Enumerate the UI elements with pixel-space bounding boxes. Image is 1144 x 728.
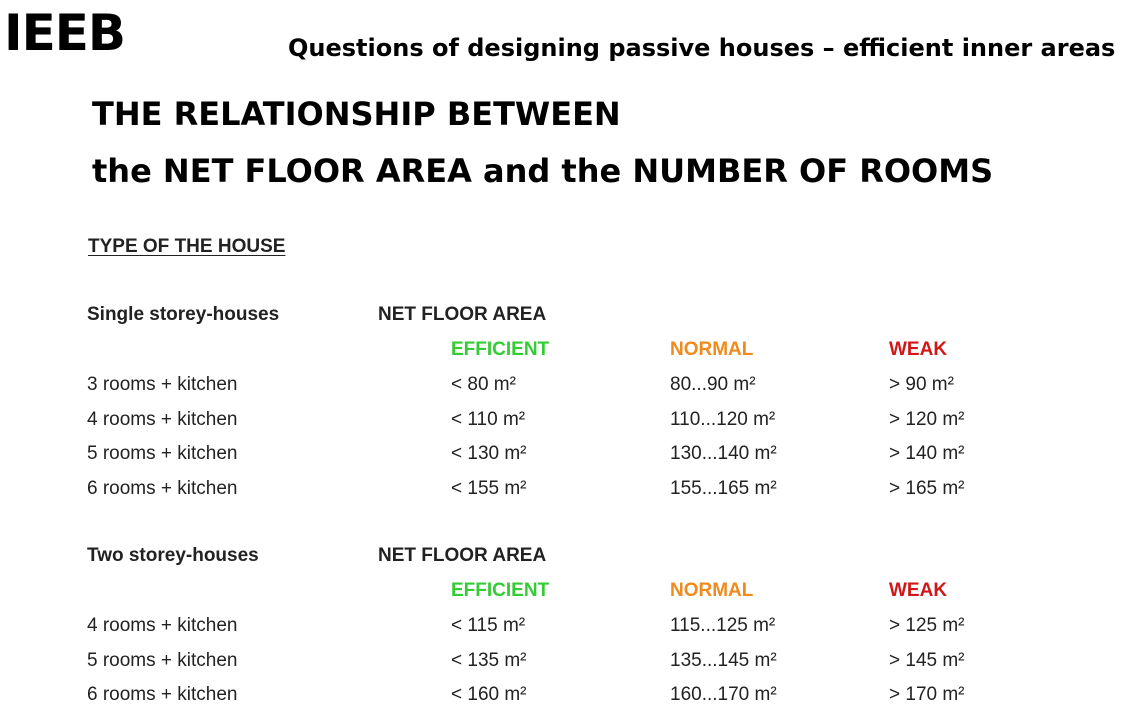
weak-value: > 140 m² [889, 443, 965, 464]
rooms-label: 5 rooms + kitchen [87, 443, 238, 464]
efficient-header: EFFICIENT [451, 580, 550, 601]
normal-header: NORMAL [670, 339, 754, 360]
net-floor-area-header: NET FLOOR AREA [378, 304, 547, 325]
page-subtitle: Questions of designing passive houses – efficient inner areas [288, 34, 1116, 62]
weak-header: WEAK [889, 580, 948, 601]
efficient-value: < 115 m² [451, 615, 526, 636]
rooms-label: 5 rooms + kitchen [87, 650, 238, 671]
weak-header: WEAK [889, 339, 948, 360]
efficient-value: < 110 m² [451, 409, 526, 430]
efficient-value: < 160 m² [451, 684, 527, 705]
logo: IEEB [4, 4, 126, 62]
section-name: Two storey-houses [87, 545, 259, 566]
weak-value: > 120 m² [889, 409, 965, 430]
net-floor-area-header: NET FLOOR AREA [378, 545, 547, 566]
rooms-label: 4 rooms + kitchen [87, 615, 238, 636]
normal-value: 160...170 m² [670, 684, 777, 705]
efficient-value: < 135 m² [451, 650, 527, 671]
weak-value: > 125 m² [889, 615, 965, 636]
normal-value: 155...165 m² [670, 478, 777, 499]
normal-value: 80...90 m² [670, 374, 756, 395]
page-title-line-2: the NET FLOOR AREA and the NUMBER OF ROOMS [92, 152, 994, 190]
weak-value: > 145 m² [889, 650, 965, 671]
two-storey-section [0, 545, 1144, 725]
single-storey-section [0, 304, 1144, 524]
efficient-header: EFFICIENT [451, 339, 550, 360]
rooms-label: 4 rooms + kitchen [87, 409, 238, 430]
normal-value: 135...145 m² [670, 650, 777, 671]
efficient-value: < 80 m² [451, 374, 516, 395]
efficient-value: < 130 m² [451, 443, 527, 464]
weak-value: > 90 m² [889, 374, 954, 395]
weak-value: > 170 m² [889, 684, 965, 705]
efficient-value: < 155 m² [451, 478, 527, 499]
house-type-label: TYPE OF THE HOUSE [88, 236, 286, 257]
normal-header: NORMAL [670, 580, 754, 601]
rooms-label: 6 rooms + kitchen [87, 478, 238, 499]
normal-value: 130...140 m² [670, 443, 777, 464]
section-name: Single storey-houses [87, 304, 280, 325]
rooms-label: 3 rooms + kitchen [87, 374, 238, 395]
normal-value: 115...125 m² [670, 615, 776, 636]
page-title-line-1: THE RELATIONSHIP BETWEEN [92, 95, 621, 133]
weak-value: > 165 m² [889, 478, 965, 499]
rooms-label: 6 rooms + kitchen [87, 684, 238, 705]
normal-value: 110...120 m² [670, 409, 776, 430]
